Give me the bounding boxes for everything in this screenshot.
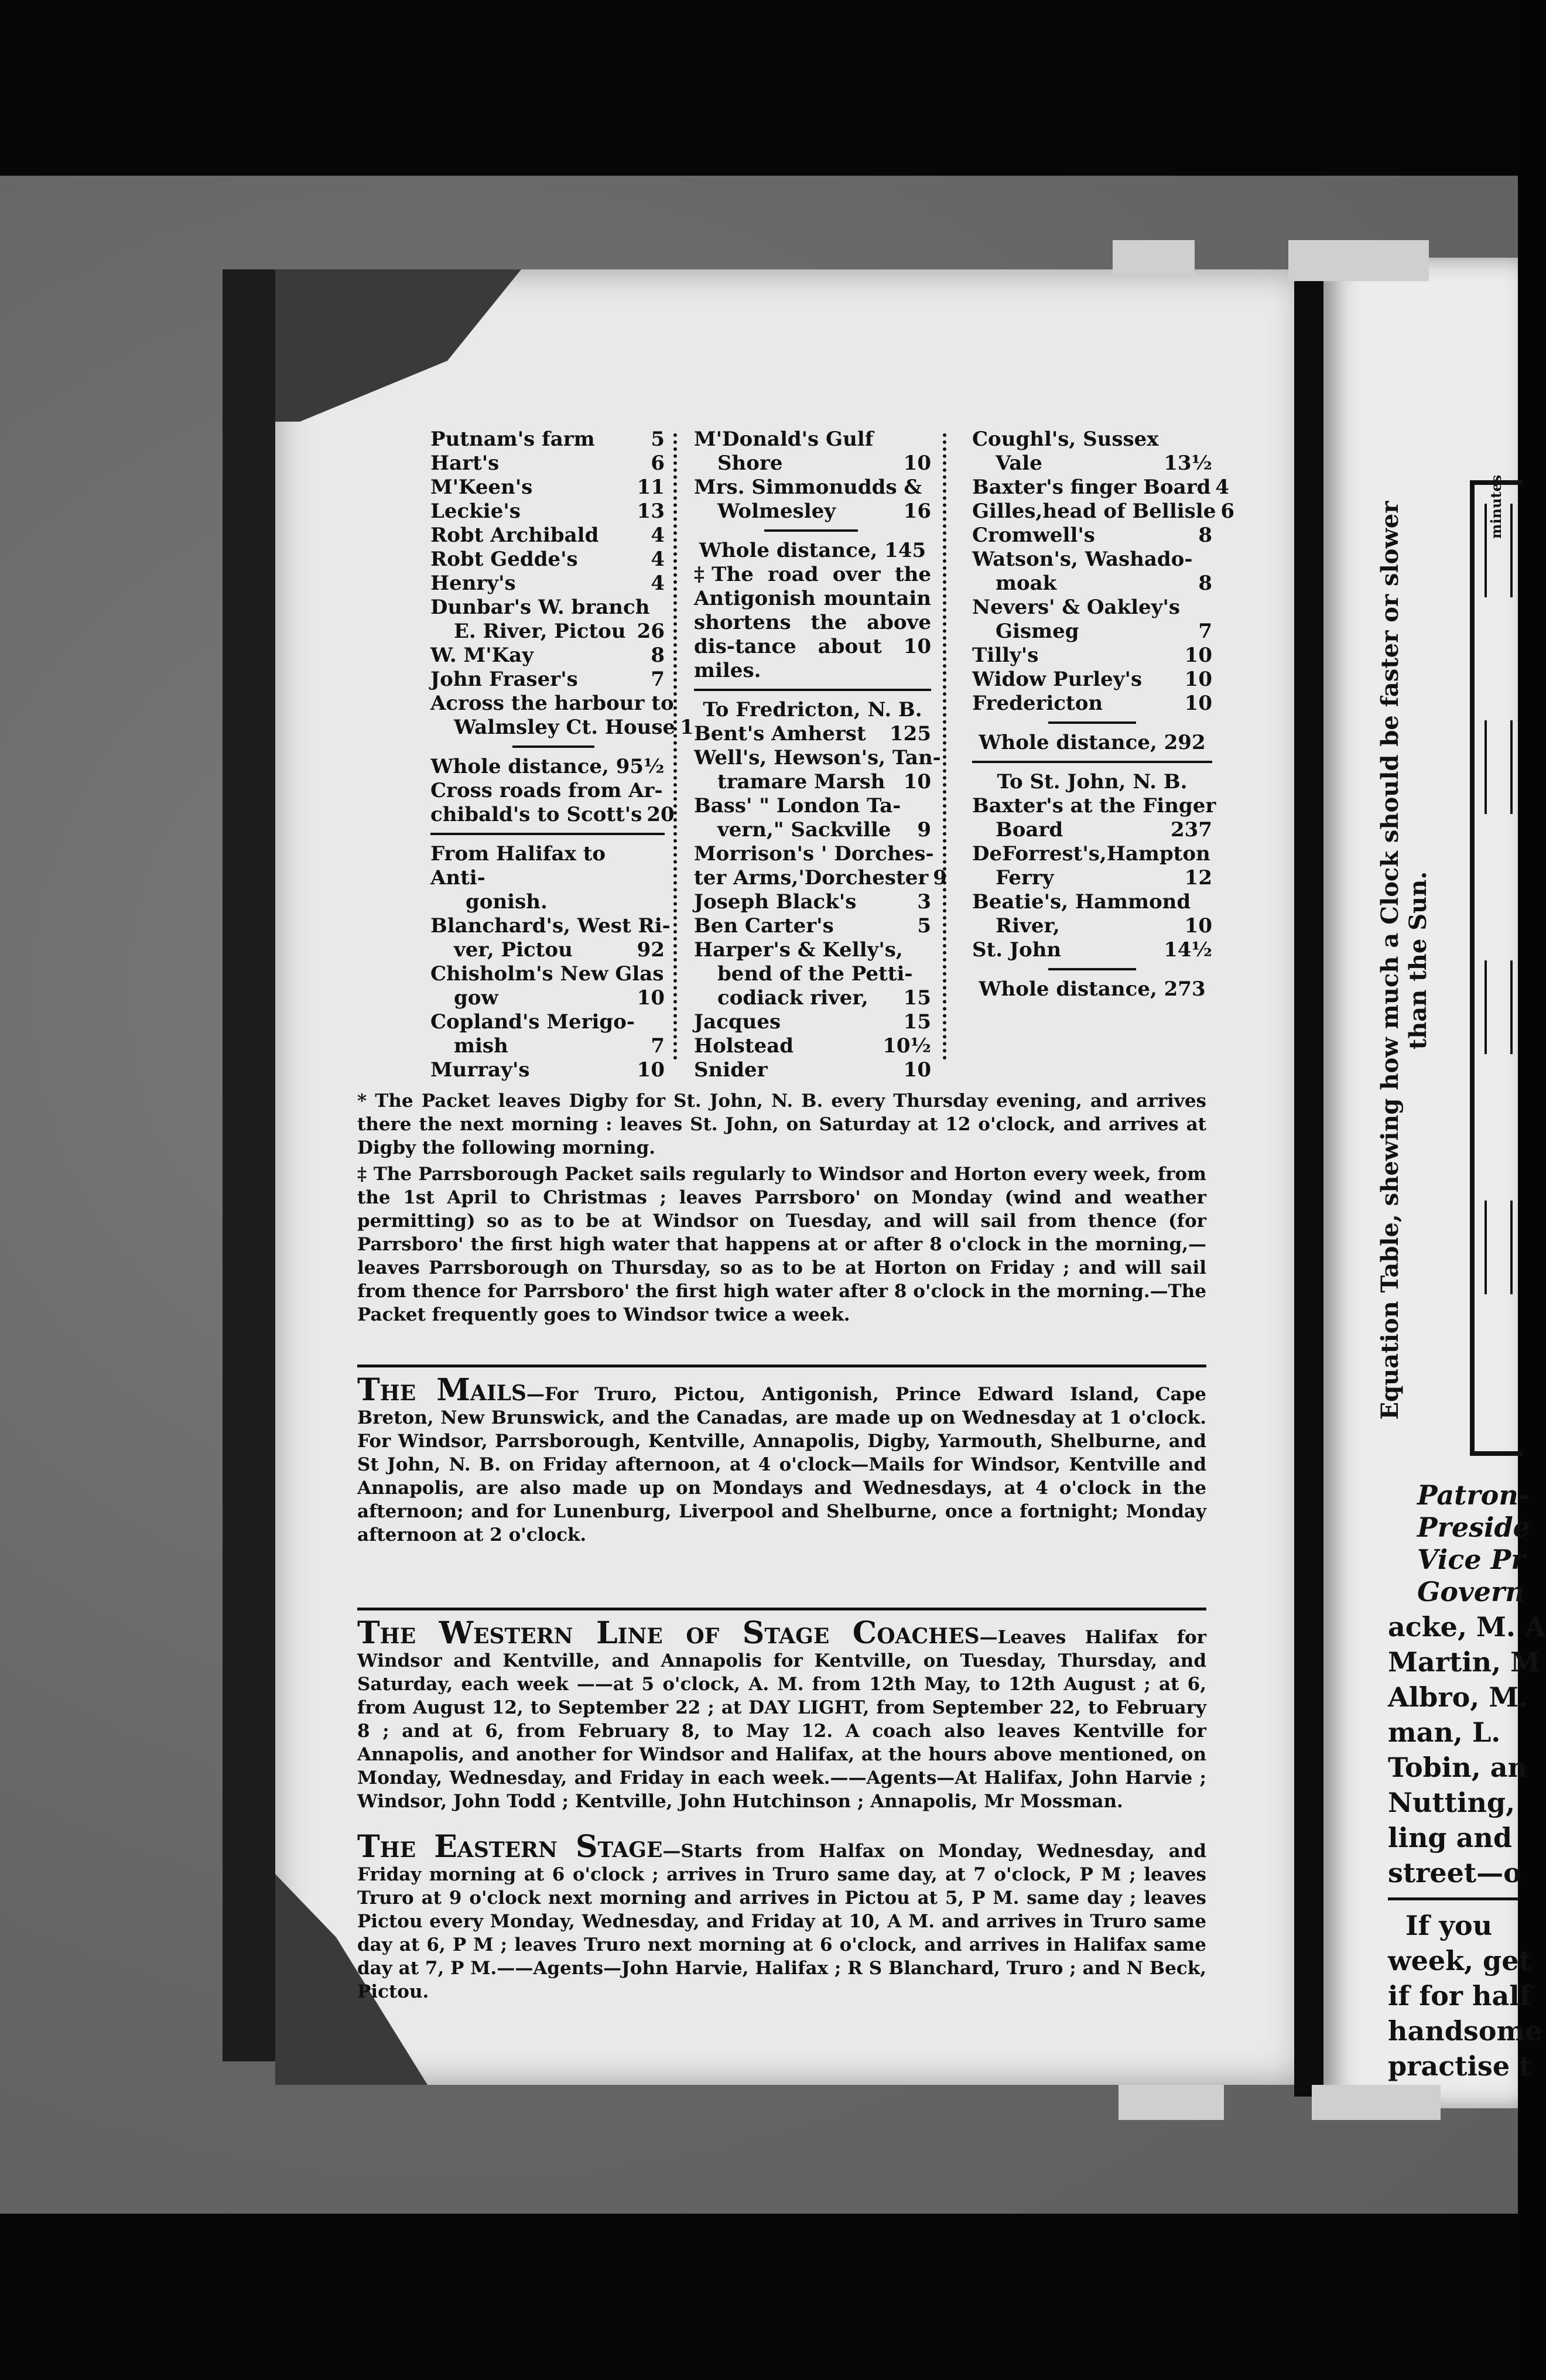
place-name: John Fraser's: [430, 668, 578, 691]
place-name: Wolmesley: [717, 500, 836, 523]
place-name: Tilly's: [972, 644, 1039, 667]
list-item: [972, 914, 1212, 938]
list-item: [972, 842, 1212, 866]
section-divider: [357, 1608, 1206, 1610]
list-item: [972, 938, 1212, 962]
list-item: [430, 524, 665, 548]
section-heading: To Fredricton, N. B.: [703, 698, 922, 721]
place-name: Copland's Merigo-: [430, 1010, 635, 1034]
place-name: codiack river,: [717, 986, 868, 1010]
section-heading: To St. John, N. B.: [997, 770, 1188, 794]
eastern-text: —Starts from Halfax on Monday, Wednesday, and Friday morning at 6 o'clock ; arrives in Truro same day, at 7 o'clock, P M ; leaves Truro at 9 o'clock next morning and arrives in Pictou at 5, P M. same day ; leaves Pictou every Monday, Wednesday, and Friday at 10, A M. and arrives in Truro same day at 6, P M ; leaves Truro next morning at 6 o'clock, and arrives in Halifax same day at 7, P M.——Agents—John Harvie, Halifax ; R S Blanchard, Truro ; and N Beck, Pictou.: [357, 1841, 1206, 2002]
distance: [926, 794, 931, 818]
distance: 125: [890, 722, 931, 746]
place-name: Robt Archibald: [430, 524, 599, 547]
place-name: St. John: [972, 938, 1062, 962]
distance: 26: [637, 620, 665, 643]
minutes-label: minutes: [1487, 474, 1504, 539]
distance: 6: [651, 452, 665, 475]
place-name: Joseph Black's: [694, 890, 857, 914]
distance: [1208, 548, 1212, 572]
place-name: Mrs. Simmonudds &: [694, 476, 922, 499]
eastern-stage-section: [357, 1829, 1206, 2003]
place-name: Morrison's ' Dorches-: [694, 842, 934, 866]
whole-distance: Whole distance, 95½: [430, 755, 665, 778]
list-item: [972, 596, 1212, 620]
list-item: [430, 692, 674, 716]
distance: 4: [651, 524, 665, 547]
place-name: vern," Sackville: [717, 818, 891, 842]
column-separator: [673, 433, 685, 1060]
right-page-line: Patron-: [1417, 1479, 1530, 1511]
whole-distance: Whole distance, 145: [699, 539, 926, 562]
distance: 92: [637, 938, 665, 962]
list-item: [972, 794, 1216, 818]
list-item: [430, 779, 665, 803]
distance: 4: [651, 572, 665, 595]
distance: 10: [903, 1058, 931, 1082]
whole-distance: Whole distance, 292: [979, 731, 1206, 754]
distance: 14½: [1164, 938, 1212, 962]
place-name: Well's, Hewson's, Tan-: [694, 746, 941, 770]
distance: 11: [637, 476, 665, 499]
list-item: [430, 1010, 665, 1034]
right-page-line: handsome: [1388, 2015, 1542, 2047]
distance: 7: [651, 668, 665, 691]
list-item: [694, 722, 931, 746]
place-name: River,: [996, 914, 1060, 938]
route-note: ‡The road over the Antigonish mountain shortens the above dis-tance about 10 miles.: [694, 563, 931, 682]
place-name: Bent's Amherst: [694, 722, 866, 746]
list-item: [972, 890, 1212, 914]
distance: [926, 476, 931, 500]
place-name: Hart's: [430, 452, 500, 475]
place-name: Leckie's: [430, 500, 521, 523]
distance: 1: [680, 716, 694, 739]
list-item: [430, 620, 665, 644]
distance: 10: [1184, 692, 1212, 715]
distance: 10: [637, 1058, 665, 1082]
place-name: Nevers' & Oakley's: [972, 596, 1180, 619]
right-page-line: Govern: [1417, 1576, 1525, 1608]
distance: 10½: [883, 1034, 931, 1058]
distance: [926, 962, 931, 986]
place-name: Coughl's, Sussex: [972, 428, 1159, 451]
list-item: [430, 428, 665, 452]
list-item: [694, 1034, 931, 1058]
place-name: Beatie's, Hammond: [972, 890, 1191, 914]
list-item: [694, 866, 947, 890]
list-item: [972, 692, 1212, 716]
column-1: [430, 428, 694, 1082]
binding-tab-bottom-left: [1119, 2085, 1224, 2120]
list-item: [972, 818, 1212, 842]
place-name: Bass' " London Ta-: [694, 794, 901, 818]
distance: [926, 938, 931, 962]
list-item: [430, 986, 665, 1010]
scan-top-band: [0, 0, 1518, 176]
place-name: Baxter's at the Finger: [972, 794, 1216, 818]
binding-tab-top-left: [1113, 240, 1195, 275]
scan-bottom-band: [0, 2214, 1518, 2380]
distance: [1208, 596, 1212, 620]
right-page-line: Tobin, an: [1388, 1752, 1527, 1783]
right-page-line: if for half: [1388, 1980, 1531, 2012]
equation-column: [1485, 720, 1513, 814]
place-name: Watson's, Washado-: [972, 548, 1193, 571]
list-item: [430, 596, 665, 620]
list-item: [694, 746, 941, 770]
distance: [926, 428, 931, 452]
distance: 8: [651, 644, 665, 667]
section-heading-cont: gonish.: [466, 890, 548, 914]
place-name: Holstead: [694, 1034, 793, 1058]
list-item: [694, 1010, 931, 1034]
distance: 3: [917, 890, 931, 914]
place-name: Jacques: [694, 1010, 781, 1034]
distance: 13½: [1164, 452, 1212, 475]
place-name: Widow Purley's: [972, 668, 1143, 691]
distance: 10: [903, 770, 931, 794]
binding-tab-bottom-right: [1312, 2085, 1441, 2120]
list-item: [694, 1058, 931, 1082]
list-item: [972, 572, 1212, 596]
distance: 4: [1215, 476, 1230, 499]
distance: [1216, 794, 1220, 818]
place-name: Walmsley Ct. House: [454, 716, 676, 739]
place-name: Putnam's farm: [430, 428, 595, 451]
list-item: [972, 644, 1212, 668]
divider: [972, 761, 1212, 763]
place-name: Snider: [694, 1058, 768, 1082]
place-name: Henry's: [430, 572, 516, 595]
distance: 9: [917, 818, 931, 842]
distance: [663, 962, 668, 986]
western-text: —Leaves Halifax for Windsor and Kentville, and Annapolis for Kentville, on Tuesday, Thursday, and Saturday, each week ——at 5 o'clock, A. M. from 12th May, to 12th August ; at 6, from August 12, to September 22 ; at DAY LIGHT, from September 22, to February 8 ; and at 6, from February 8, to May 12. A coach also leaves Kentville for Annapolis, and another for Windsor and Halifax, at the hours above mentioned, on Monday, Wednesday, and Friday in each week.——Agents—At Halifax, John Harvie ; Windsor, John Todd ; Kentville, John Hutchinson ; Annapolis, Mr Mossman.: [357, 1627, 1206, 1812]
right-page-line: Martin, M: [1388, 1646, 1541, 1678]
packet-note-digby: * The Packet leaves Digby for St. John, N. B. every Thursday evening, and arrives there the next morning : leaves St. John, on Saturday at 12 o'clock, and arrives at Digby the following morning.: [357, 1090, 1206, 1158]
list-item: [430, 452, 665, 476]
distance: 16: [903, 500, 931, 523]
distance: 10: [1184, 668, 1212, 691]
column-separator: [943, 433, 955, 1060]
distance: 7: [1198, 620, 1212, 643]
list-item: [430, 938, 665, 962]
binding-tab-top-right: [1288, 240, 1429, 281]
right-page-line: acke, M. A: [1388, 1611, 1546, 1643]
column-2: [694, 428, 947, 1082]
distance: 8: [1198, 572, 1212, 595]
list-item: [694, 986, 931, 1010]
divider: [1048, 721, 1136, 724]
distance: 9: [933, 866, 947, 890]
divider: [764, 529, 858, 532]
list-item: [694, 770, 931, 794]
place-name: Blanchard's, West Ri-: [430, 914, 671, 938]
section-divider: [357, 1365, 1206, 1367]
mails-section: [357, 1372, 1206, 1547]
list-item: [694, 890, 931, 914]
place-name: Dunbar's W. branch: [430, 596, 650, 619]
distance: 4: [651, 548, 665, 571]
list-item: [430, 962, 665, 986]
place-name: Gilles,head of Bellisle: [972, 500, 1216, 523]
list-item: [694, 500, 931, 524]
list-item: [430, 548, 665, 572]
place-name: Cross roads from Ar-: [430, 779, 663, 802]
column-3: [972, 428, 1235, 1001]
eastern-title: The Eastern Stage: [357, 1829, 663, 1865]
distance: [1210, 842, 1215, 866]
right-page-line: Preside: [1417, 1512, 1530, 1543]
distance: 7: [651, 1034, 665, 1058]
right-page-line: ling and: [1388, 1822, 1512, 1854]
distance: [934, 842, 939, 866]
place-name: Fredericton: [972, 692, 1103, 715]
list-item: [972, 500, 1235, 524]
distance: 15: [903, 986, 931, 1010]
equation-column: [1485, 1201, 1513, 1294]
right-page-line: Vice Pr: [1417, 1544, 1526, 1575]
place-name: W. M'Kay: [430, 644, 533, 667]
right-page-line: If you: [1405, 1910, 1493, 1941]
right-page-line: practise t: [1388, 2050, 1532, 2082]
place-name: Vale: [996, 452, 1042, 475]
list-item: [694, 428, 931, 452]
list-item: [972, 866, 1212, 890]
distance: 8: [1198, 524, 1212, 547]
place-name: mish: [454, 1034, 508, 1058]
place-name: DeForrest's,Hampton: [972, 842, 1210, 866]
whole-distance: Whole distance, 273: [979, 977, 1206, 1001]
distance: 13: [637, 500, 665, 523]
list-item: [430, 914, 671, 938]
place-name: ter Arms,'Dorchester: [694, 866, 929, 890]
distance: [660, 1010, 665, 1034]
place-name: ver, Pictou: [454, 938, 573, 962]
place-name: Murray's: [430, 1058, 530, 1082]
distance: 10: [1184, 644, 1212, 667]
divider: [512, 746, 594, 748]
packet-note-parrsborough: ‡ The Parrsborough Packet sails regularly to Windsor and Horton every week, from the 1st April to Christmas ; leaves Parrsboro' on Monday (wind and weather permitting) so as to be at Windsor on Tuesday, and will sail from thence (for Parrsboro' the first high water that happens at or after 8 o'clock in the morning,—leaves Parrsborough on Thursday, so as to be at Horton on Friday ; and will sail from thence for Parrsboro' the first high water after 8 o'clock in the morning.—The Packet frequently goes to Windsor twice a week.: [357, 1164, 1206, 1325]
list-item: [972, 524, 1212, 548]
divider: [694, 689, 931, 691]
list-item: [694, 938, 931, 962]
section-heading: From Halifax to Anti-: [430, 842, 606, 890]
list-item: [972, 548, 1212, 572]
place-name: M'Donald's Gulf: [694, 428, 874, 451]
distance: [1208, 890, 1212, 914]
distance: 5: [917, 914, 931, 938]
distance: [1208, 428, 1212, 452]
list-item: [972, 668, 1212, 692]
list-item: [694, 962, 931, 986]
place-name: Ferry: [996, 866, 1054, 890]
list-item: [430, 1034, 665, 1058]
list-item: [694, 476, 931, 500]
equation-table-title: Equation Table, shewing how much a Clock should be faster or slower than the Sun.: [1376, 501, 1432, 1420]
place-name: Board: [996, 818, 1063, 842]
place-name: Baxter's finger Board: [972, 476, 1211, 499]
list-item: [972, 620, 1212, 644]
list-item: [430, 668, 665, 692]
list-item: [694, 818, 931, 842]
western-stage-section: [357, 1615, 1206, 1813]
right-page-line: week, get: [1388, 1945, 1531, 1977]
right-page-line: street—o: [1388, 1857, 1521, 1889]
divider: [1048, 968, 1136, 970]
right-page-divider: [1388, 1897, 1518, 1900]
place-name: gow: [454, 986, 498, 1010]
list-item: [694, 914, 931, 938]
list-item: [694, 452, 931, 476]
distance: 6: [1220, 500, 1235, 523]
place-name: Shore: [717, 452, 783, 475]
distance: 12: [1184, 866, 1212, 890]
equation-column: [1485, 960, 1513, 1054]
distance: [660, 596, 665, 620]
list-item: [430, 476, 665, 500]
distance: 10: [903, 452, 931, 475]
list-item: [430, 500, 665, 524]
distance: 10: [1184, 914, 1212, 938]
list-item: [430, 572, 665, 596]
right-page-line: Nutting,: [1388, 1787, 1516, 1818]
list-item: [430, 716, 694, 740]
place-name: Chisholm's New Glas: [430, 962, 664, 986]
place-name: Cromwell's: [972, 524, 1095, 547]
place-name: M'Keen's: [430, 476, 533, 499]
right-page-line: Albro, M.: [1388, 1681, 1528, 1713]
list-item: [430, 1058, 665, 1082]
place-name: Ben Carter's: [694, 914, 834, 938]
place-name: Harper's & Kelly's,: [694, 938, 903, 962]
mails-text: —For Truro, Pictou, Antigonish, Prince Edward Island, Cape Breton, New Brunswick, and the Canadas, are made up on Wednesday at 1 o'clock. For Windsor, Parrsborough, Kentville, Annapolis, Digby, Yarmouth, Shelburne, and St John, N. B. on Friday afternoon, at 4 o'clock—Mails for Windsor, Kentville and Annapolis, are also made up on Mondays and Wednesdays, at 4 o'clock in the afternoon; and for Lunenburg, Liverpool and Shelburne, once a fortnight; Monday afternoon at 2 o'clock.: [357, 1384, 1206, 1545]
list-item: [430, 803, 675, 827]
distance: [663, 779, 668, 803]
place-name: moak: [996, 572, 1057, 595]
list-item: [972, 428, 1212, 452]
distance: 237: [1171, 818, 1212, 842]
place-name: chibald's to Scott's: [430, 803, 642, 826]
right-page-line: man, L.: [1388, 1716, 1501, 1748]
list-item: [694, 794, 931, 818]
place-name: bend of the Petti-: [717, 962, 913, 986]
place-name: tramare Marsh: [717, 770, 885, 794]
distance: 10: [637, 986, 665, 1010]
distance: 5: [651, 428, 665, 451]
list-item: [430, 644, 665, 668]
divider: [430, 833, 665, 835]
list-item: [972, 452, 1212, 476]
distance: 20: [647, 803, 675, 826]
western-title: The Western Line of Stage Coaches: [357, 1615, 980, 1651]
distance: 15: [903, 1010, 931, 1034]
list-item: [694, 842, 934, 866]
place-name: Gismeg: [996, 620, 1079, 643]
place-name: Across the harbour to: [430, 692, 674, 715]
mails-title: The Mails: [357, 1372, 526, 1408]
place-name: Robt Gedde's: [430, 548, 578, 571]
list-item: [972, 476, 1230, 500]
place-name: E. River, Pictou: [454, 620, 626, 643]
